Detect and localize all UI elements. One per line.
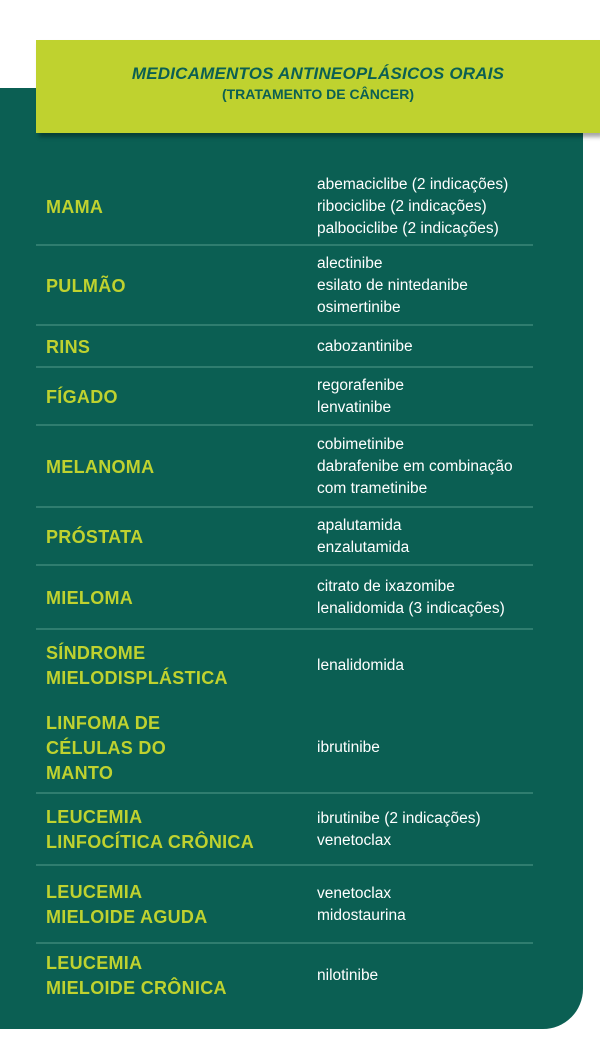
cancer-type-line: SÍNDROME <box>46 643 146 663</box>
drug-name: ibrutinibe (2 indicações) <box>317 810 481 827</box>
drug-name: cobimetinibe <box>317 436 405 453</box>
drug-list <box>317 375 577 419</box>
cancer-type-line: MIELOMA <box>46 588 134 608</box>
drug-name: midostaurina <box>317 907 406 924</box>
drug-list <box>317 655 577 677</box>
drug-name: lenvatinibe <box>317 399 392 416</box>
drug-name: alectinibe <box>317 255 383 272</box>
cancer-type-label <box>46 711 296 786</box>
table-row <box>36 866 533 944</box>
table-row <box>36 702 533 794</box>
cancer-type-line: MIELOIDE CRÔNICA <box>46 978 227 998</box>
cancer-type-label <box>46 195 296 220</box>
drug-name: dabrafenibe em combinação <box>317 458 513 475</box>
table-row <box>36 566 533 630</box>
cancer-type-line: LEUCEMIA <box>46 953 143 973</box>
cancer-type-label <box>46 805 296 855</box>
drug-name: enzalutamida <box>317 539 410 556</box>
table-row <box>36 944 533 1008</box>
table-row <box>36 794 533 866</box>
cancer-type-line: FÍGADO <box>46 387 118 407</box>
drug-list <box>317 965 577 987</box>
drug-name: abemaciclibe (2 indicações) <box>317 176 509 193</box>
cancer-type-label <box>46 335 296 360</box>
drug-name: apalutamida <box>317 517 402 534</box>
cancer-type-line: MANTO <box>46 763 114 783</box>
cancer-type-line: LEUCEMIA <box>46 882 143 902</box>
cancer-type-line: RINS <box>46 337 91 357</box>
cancer-type-line: CÉLULAS DO <box>46 738 166 758</box>
cancer-type-line: LINFOCÍTICA CRÔNICA <box>46 832 255 852</box>
cancer-type-label <box>46 586 296 611</box>
drug-list <box>317 336 577 358</box>
drug-name: osimertinibe <box>317 299 401 316</box>
cancer-type-line: LEUCEMIA <box>46 807 143 827</box>
drug-name: venetoclax <box>317 885 392 902</box>
drug-name: venetoclax <box>317 832 392 849</box>
cancer-type-label <box>46 455 296 480</box>
cancer-type-label <box>46 525 296 550</box>
drug-list <box>317 576 577 620</box>
cancer-type-line: LINFOMA DE <box>46 713 161 733</box>
drug-list <box>317 434 577 500</box>
table-row <box>36 630 533 702</box>
drug-name: regorafenibe <box>317 377 405 394</box>
drug-name: lenalidomida (3 indicações) <box>317 600 505 617</box>
cancer-type-line: MIELOIDE AGUDA <box>46 907 208 927</box>
table-row <box>36 326 533 368</box>
table-row <box>36 368 533 426</box>
cancer-type-label <box>46 385 296 410</box>
drug-list <box>317 253 577 319</box>
drug-list <box>317 737 577 759</box>
drug-name: palbociclibe (2 indicações) <box>317 220 499 237</box>
table-row <box>36 246 533 326</box>
cancer-type-line: MELANOMA <box>46 457 155 477</box>
drug-name: esilato de nintedanibe <box>317 277 468 294</box>
drug-name: lenalidomida <box>317 657 405 674</box>
drug-list <box>317 515 577 559</box>
cancer-type-line: MAMA <box>46 197 104 217</box>
table-row <box>36 426 533 508</box>
cancer-type-label <box>46 880 296 930</box>
cancer-type-label <box>46 951 296 1001</box>
table-row <box>36 508 533 566</box>
drug-name: nilotinibe <box>317 967 379 984</box>
page-subtitle: (TRATAMENTO DE CÂNCER) <box>221 86 415 102</box>
drug-name: ribociclibe (2 indicações) <box>317 198 487 215</box>
drug-name: com trametinibe <box>317 480 428 497</box>
drug-name: cabozantinibe <box>317 338 413 355</box>
cancer-type-label <box>46 641 296 691</box>
drug-list <box>317 883 577 927</box>
drug-list <box>317 174 577 240</box>
page-title: MEDICAMENTOS ANTINEOPLÁSICOS ORAIS <box>131 64 505 83</box>
table-row <box>36 168 533 246</box>
cancer-type-line: MIELODISPLÁSTICA <box>46 668 228 688</box>
drug-list <box>317 808 577 852</box>
cancer-type-line: PRÓSTATA <box>46 527 144 547</box>
cancer-type-label <box>46 274 296 299</box>
drug-name: ibrutinibe <box>317 739 380 756</box>
cancer-type-line: PULMÃO <box>46 276 126 296</box>
drug-name: citrato de ixazomibe <box>317 578 455 595</box>
